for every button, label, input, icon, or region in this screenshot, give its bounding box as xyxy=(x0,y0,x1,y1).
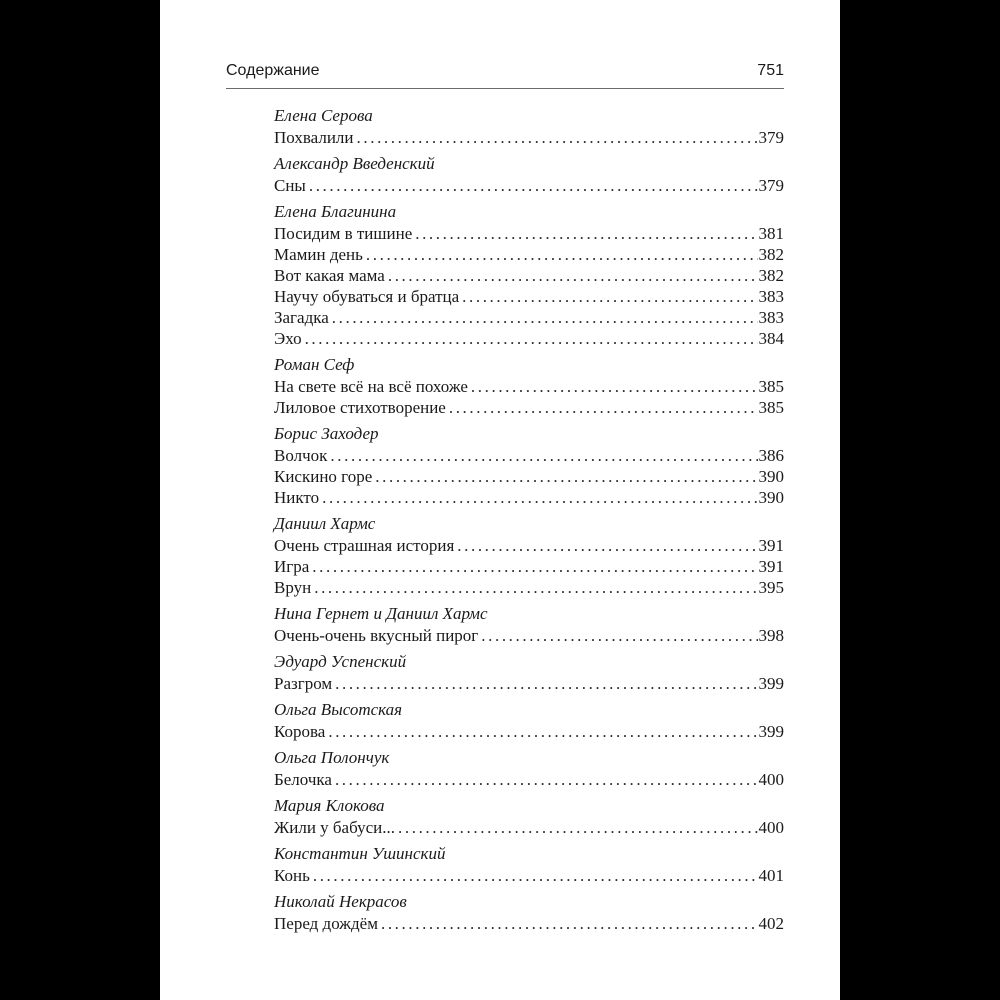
toc-entry xyxy=(274,625,784,646)
toc-entry-title: Очень-очень вкусный пирог xyxy=(274,626,479,645)
toc-author-group xyxy=(274,105,784,148)
toc-entry-page: 400 xyxy=(758,818,784,837)
toc-entry xyxy=(274,721,784,742)
toc-author-name: Ольга Высотская xyxy=(274,700,403,719)
toc-entry-page: 391 xyxy=(758,557,784,576)
toc-entry-page: 386 xyxy=(758,446,784,465)
toc-entry-title: На свете всё на всё похоже xyxy=(274,377,468,396)
toc-entry xyxy=(274,265,784,286)
toc-author-name: Мария Клокова xyxy=(274,796,385,815)
toc-entry-title: Эхо xyxy=(274,329,302,348)
toc-entry-page: 391 xyxy=(758,536,784,555)
toc-author-group xyxy=(274,795,784,838)
toc-entry xyxy=(274,817,784,838)
toc-entry-title: Мамин день xyxy=(274,245,363,264)
toc-entry-title: Игра xyxy=(274,557,310,576)
toc-leader-dots xyxy=(335,769,758,790)
toc-leader-dots xyxy=(330,445,757,466)
toc-leader-dots xyxy=(357,127,758,148)
toc-author-group xyxy=(274,354,784,418)
toc-author-group xyxy=(274,651,784,694)
toc-leader-dots xyxy=(375,466,757,487)
toc-author-name: Даниил Хармс xyxy=(274,514,376,533)
toc-entry-title: Волчок xyxy=(274,446,328,465)
toc-entry xyxy=(274,175,784,196)
toc-entry-page: 385 xyxy=(758,377,784,396)
toc-entry xyxy=(274,286,784,307)
toc-leader-dots xyxy=(313,865,758,886)
toc-author-group xyxy=(274,153,784,196)
toc-entry xyxy=(274,673,784,694)
toc-entry xyxy=(274,376,784,397)
toc-entry xyxy=(274,577,784,598)
toc-entry-page: 383 xyxy=(758,308,784,327)
toc-leader-dots xyxy=(457,535,757,556)
toc-entry xyxy=(274,445,784,466)
toc-entry-title: Посидим в тишине xyxy=(274,224,413,243)
toc-leader-dots xyxy=(314,577,757,598)
toc-leader-dots xyxy=(305,328,758,349)
toc-leader-dots xyxy=(462,286,757,307)
toc-entry-page: 385 xyxy=(758,398,784,417)
toc-leader-dots xyxy=(471,376,758,397)
toc-author-group xyxy=(274,513,784,598)
toc-author-group xyxy=(274,843,784,886)
toc-entry xyxy=(274,307,784,328)
toc-entry xyxy=(274,865,784,886)
toc-entry-title: Корова xyxy=(274,722,326,741)
toc-author-group xyxy=(274,603,784,646)
toc-leader-dots xyxy=(366,244,758,265)
running-head-title: Содержание xyxy=(226,62,320,79)
toc-author-group xyxy=(274,423,784,508)
toc-entry-page: 402 xyxy=(758,914,784,933)
toc-entry xyxy=(274,769,784,790)
toc-author-name: Константин Ушинский xyxy=(274,844,446,863)
toc-entry-page: 399 xyxy=(758,674,784,693)
toc-entry xyxy=(274,397,784,418)
toc-author-name: Елена Серова xyxy=(274,106,373,125)
toc-leader-dots xyxy=(322,487,757,508)
toc-author-group xyxy=(274,699,784,742)
toc-entry xyxy=(274,328,784,349)
toc-entry-title: Очень страшная история xyxy=(274,536,455,555)
toc-entry-page: 382 xyxy=(758,266,784,285)
running-head xyxy=(226,60,784,89)
toc-leader-dots xyxy=(388,265,758,286)
toc-author-name: Ольга Полончук xyxy=(274,748,390,767)
toc-entry-page: 399 xyxy=(758,722,784,741)
toc-entry xyxy=(274,535,784,556)
toc-entry-title: Белочка xyxy=(274,770,332,789)
toc-entry xyxy=(274,466,784,487)
toc-entry xyxy=(274,127,784,148)
toc-leader-dots xyxy=(335,673,757,694)
toc-entry xyxy=(274,913,784,934)
toc-author-group xyxy=(274,891,784,934)
toc-entry-title: Кискино горе xyxy=(274,467,373,486)
toc-author-name: Борис Заходер xyxy=(274,424,379,443)
toc-entry-page: 384 xyxy=(758,329,784,348)
toc-entry-title: Загадка xyxy=(274,308,329,327)
toc-entry-page: 395 xyxy=(758,578,784,597)
toc-entry-title: Лиловое стихотворение xyxy=(274,398,446,417)
toc-author-name: Александр Введенский xyxy=(274,154,435,173)
toc-entry-page: 390 xyxy=(758,488,784,507)
toc-entry-title: Сны xyxy=(274,176,306,195)
toc-entry-page: 400 xyxy=(758,770,784,789)
toc-leader-dots xyxy=(415,223,757,244)
toc-entry-page: 379 xyxy=(758,176,784,195)
toc-entry-title: Жили у бабуси... xyxy=(274,818,396,837)
toc-author-name: Елена Благинина xyxy=(274,202,397,221)
toc-leader-dots xyxy=(328,721,757,742)
toc-leader-dots xyxy=(449,397,758,418)
toc-entry xyxy=(274,244,784,265)
toc-entry-title: Никто xyxy=(274,488,320,507)
toc-entry-title: Разгром xyxy=(274,674,333,693)
toc-entry-page: 382 xyxy=(758,245,784,264)
toc-entry-page: 383 xyxy=(758,287,784,306)
toc-leader-dots xyxy=(381,913,758,934)
toc-entry-page: 390 xyxy=(758,467,784,486)
toc-entry-title: Врун xyxy=(274,578,312,597)
table-of-contents xyxy=(274,105,784,939)
toc-leader-dots xyxy=(332,307,758,328)
toc-author-name: Эдуард Успенский xyxy=(274,652,407,671)
toc-entry-title: Вот какая мама xyxy=(274,266,385,285)
toc-entry-page: 381 xyxy=(758,224,784,243)
toc-entry xyxy=(274,487,784,508)
toc-author-group xyxy=(274,747,784,790)
toc-leader-dots xyxy=(309,175,758,196)
page-number: 751 xyxy=(757,62,784,79)
toc-leader-dots xyxy=(398,817,757,838)
toc-entry-title: Похвалили xyxy=(274,128,354,147)
toc-entry-title: Научу обуваться и братца xyxy=(274,287,460,306)
toc-author-group xyxy=(274,201,784,349)
toc-entry xyxy=(274,223,784,244)
toc-entry-page: 398 xyxy=(758,626,784,645)
toc-entry-page: 379 xyxy=(758,128,784,147)
toc-entry-page: 401 xyxy=(758,866,784,885)
book-page xyxy=(160,0,840,1000)
toc-author-name: Николай Некрасов xyxy=(274,892,407,911)
toc-author-name: Нина Гернет и Даниил Хармс xyxy=(274,604,488,623)
toc-leader-dots xyxy=(481,625,757,646)
toc-leader-dots xyxy=(312,556,757,577)
toc-entry-title: Конь xyxy=(274,866,310,885)
toc-author-name: Роман Сеф xyxy=(274,355,355,374)
toc-entry-title: Перед дождём xyxy=(274,914,378,933)
toc-entry xyxy=(274,556,784,577)
